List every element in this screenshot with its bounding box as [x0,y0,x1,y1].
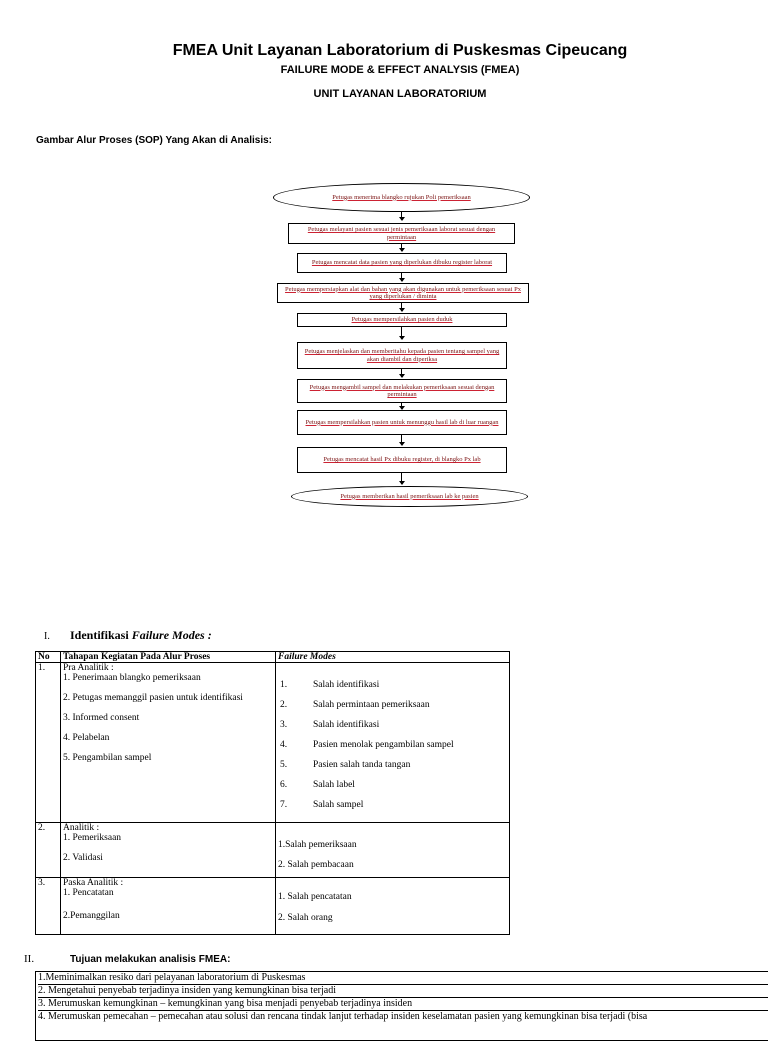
stage-step: 2. Petugas memanggil pasien untuk identifikasi [63,693,243,703]
goal-item: 2. Mengetahui penyebab terjadinya insiden yang kemungkinan bisa terjadi [38,985,768,998]
flow-arrow [401,244,402,251]
stage-step: 1. Penerimaan blangko pemeriksaan [63,673,201,683]
flow-arrow [401,473,402,484]
flow-step-7: Petugas mengambil sampel dan melakukan pemeriksaan sesuai dengan permintaan [297,379,507,403]
failure-mode-item: 2. Salah orang [278,913,333,923]
failure-mode-item: 1. Salah pencatatan [278,892,352,902]
table-row [36,663,510,823]
flow-arrow [401,369,402,377]
stage-step: 3. Informed consent [63,713,140,723]
section-1-number: I. [44,631,50,642]
section-2-title: Tujuan melakukan analisis FMEA: [70,954,231,965]
flow-arrow [401,327,402,339]
flow-step-5: Petugas mempersilahkan pasien duduk [297,313,507,327]
row-stage-cell [61,663,276,823]
row-no: 2. [36,823,61,878]
page-title: FMEA Unit Layanan Laboratorium di Puskesmas Cipeucang [172,42,628,59]
failure-mode-item: 5. Pasien salah tanda tangan [280,760,411,770]
failure-mode-item: 2. Salah permintaan pemeriksaan [280,700,430,710]
table-row [36,878,510,935]
flow-step-10: Petugas memberikan hasil pemeriksaan lab ke pasien [291,486,528,507]
goal-item: 1.Meminimalkan resiko dari pelayanan laboratorium di Puskesmas [38,972,768,985]
flow-arrow [401,303,402,311]
row-modes-cell [276,878,510,935]
flow-step-6: Petugas menjelaskan dan memberitahu kepada pasien tentang sampel yang akan diambil dan diperiksa [297,342,507,369]
table-row [36,823,510,878]
failure-mode-item: 3. Salah identifikasi [280,720,380,730]
stage-step: 2.Pemanggilan [63,911,120,921]
col-header-no: No [36,652,61,663]
section-2-heading [24,953,230,965]
goals-list [35,971,768,1041]
failure-mode-item: 1.Salah pemeriksaan [278,840,357,850]
stage-label: Pra Analitik : [63,663,114,673]
section-1-title-italic: Failure Modes : [131,628,212,642]
failure-mode-item: 7. Salah sampel [280,800,364,810]
stage-label: Analitik : [63,823,100,833]
flow-arrow [401,273,402,281]
stage-label: Paska Analitik : [63,878,124,888]
stage-step: 1. Pencatatan [63,888,114,898]
flow-step-1: Petugas menerima blangko rujukan Poli pemeriksaan [273,183,530,212]
flow-step-9: Petugas mencatat hasil Px dibuku register, di blangko Px lab [297,447,507,473]
section-1-title: Identifikasi [70,628,132,642]
row-no: 1. [36,663,61,823]
flow-arrow [401,212,402,220]
col-header-failure-modes: Failure Modes [276,652,510,663]
section-1-heading [44,628,212,643]
col-header-stage: Tahapan Kegiatan Pada Alur Proses [61,652,276,663]
flow-arrow [401,435,402,445]
row-stage-cell [61,878,276,935]
flow-step-2: Petugas melayani pasien sesuai jenis pemeriksaan laborat sesuai dengan permintaan [288,223,515,244]
failure-mode-item: 2. Salah pembacaan [278,860,354,870]
flow-step-4: Petugas mempersiapkan alat dan bahan yang akan digunakan untuk pemeriksaan sesuai Px yang diperlukan / diminta [277,283,529,303]
stage-step: 5. Pengambilan sampel [63,753,152,763]
row-stage-cell [61,823,276,878]
stage-step: 4. Pelabelan [63,733,110,743]
flow-step-8: Petugas mempersilahkan pasien untuk menunggu hasil lab di luar ruangan [297,410,507,435]
goal-item: 3. Merumuskan kemungkinan – kemungkinan yang bisa menjadi penyebab terjadinya insiden [38,998,768,1011]
row-no: 3. [36,878,61,935]
row-modes-cell [276,663,510,823]
failure-mode-item: 6. Salah label [280,780,355,790]
page-subtitle-unit: UNIT LAYANAN LABORATORIUM [313,88,487,100]
failure-modes-table [35,651,510,935]
failure-mode-item: 4. Pasien menolak pengambilan sampel [280,740,454,750]
goal-item: 4. Merumuskan pemecahan – pemecahan atau solusi dan rencana tindak lanjut terhadap insiden keselamatan pasien yang kemungkinan bisa terjadi (bisa [38,1011,648,1022]
flow-arrow [401,403,402,409]
section-2-number: II. [24,953,35,965]
failure-mode-item: 1. Salah identifikasi [280,680,380,690]
sop-heading: Gambar Alur Proses (SOP) Yang Akan di Analisis: [36,135,272,146]
stage-step: 1. Pemeriksaan [63,833,122,843]
table-header-row [36,652,510,663]
flow-step-3: Petugas mencatat data pasien yang diperlukan dibuku register laborat [297,253,507,273]
row-modes-cell [276,823,510,878]
page-subtitle-fmea: FAILURE MODE & EFFECT ANALYSIS (FMEA) [280,64,520,76]
stage-step: 2. Validasi [63,853,103,863]
